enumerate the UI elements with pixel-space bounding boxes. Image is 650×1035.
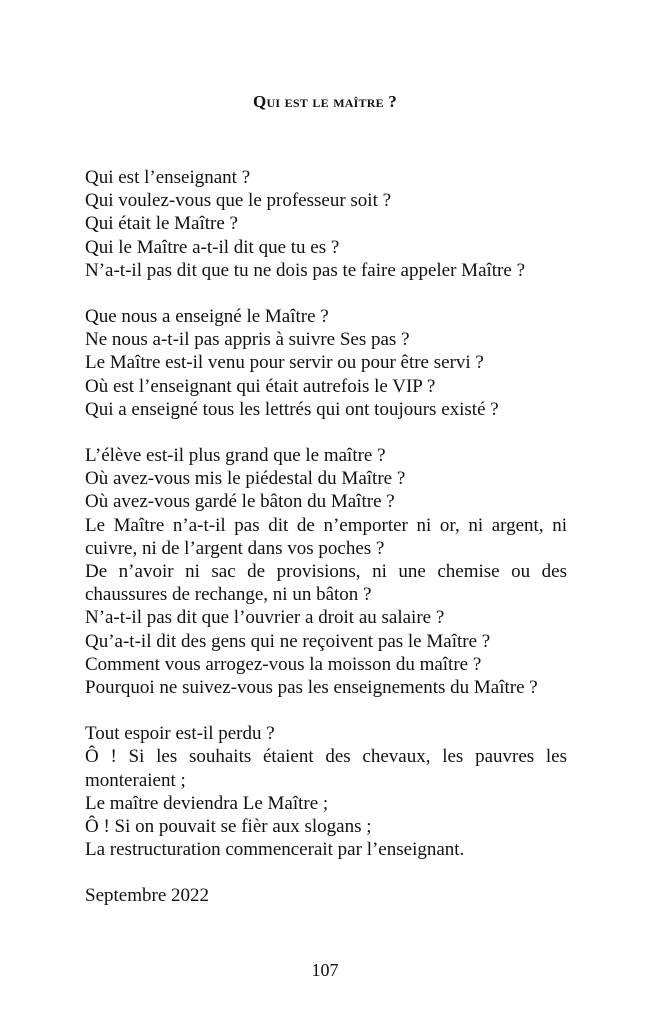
poem-line: Que nous a enseigné le Maître ? bbox=[85, 306, 329, 328]
poem-line: Qui le Maître a-t-il dit que tu es ? bbox=[85, 236, 340, 258]
poem-line: Le maître deviendra Le Maître ; bbox=[85, 792, 329, 814]
poem-line: Où avez-vous mis le piédestal du Maître ? bbox=[85, 468, 406, 490]
poem-line: Qui a enseigné tous les lettrés qui ont toujours existé ? bbox=[85, 398, 499, 420]
poem-line: Le Maître n’a-t-il pas dit de n’emporter ni or, ni argent, ni cuivre, ni de l’argent dans vos poches ? bbox=[85, 514, 567, 559]
stanza-1 bbox=[85, 166, 567, 282]
page-number: 107 bbox=[311, 960, 339, 980]
poem-line: Le Maître est-il venu pour servir ou pour être servi ? bbox=[85, 352, 484, 374]
poem-line: Pourquoi ne suivez-vous pas les enseignements du Maître ? bbox=[85, 677, 538, 699]
stanza-4 bbox=[85, 722, 567, 861]
poem-line: Qui est l’enseignant ? bbox=[85, 167, 251, 188]
poem-line: La restructuration commencerait par l’enseignant. bbox=[85, 839, 465, 861]
poem-line: Qui était le Maître ? bbox=[85, 213, 238, 235]
stanza-3 bbox=[85, 444, 567, 699]
poem-line: Qu’a-t-il dit des gens qui ne reçoivent pas le Maître ? bbox=[85, 630, 491, 652]
poem-line: Où avez-vous gardé le bâton du Maître ? bbox=[85, 491, 395, 513]
poem-line: Ô ! Si on pouvait se fièr aux slogans ; bbox=[85, 816, 372, 838]
stanza-2 bbox=[85, 305, 567, 421]
poem-line: N’a-t-il pas dit que l’ouvrier a droit au salaire ? bbox=[85, 607, 445, 629]
poem-line: Tout espoir est-il perdu ? bbox=[85, 723, 275, 745]
poem-date: Septembre 2022 bbox=[85, 885, 210, 907]
poem-line: De n’avoir ni sac de provisions, ni une chemise ou des chaussures de rechange, ni un bâton ? bbox=[85, 561, 567, 606]
poem-line: Qui voulez-vous que le professeur soit ? bbox=[85, 190, 392, 212]
poem-line: Comment vous arrogez-vous la moisson du maître ? bbox=[85, 653, 482, 675]
poem-line: L’élève est-il plus grand que le maître ? bbox=[85, 445, 386, 467]
poem-body bbox=[85, 166, 567, 907]
poem-line: Ne nous a-t-il pas appris à suivre Ses pas ? bbox=[85, 329, 410, 351]
poem-title: Qui est le maître ? bbox=[253, 92, 397, 111]
poem-line: Où est l’enseignant qui était autrefois le VIP ? bbox=[85, 375, 436, 397]
poem-line: Ô ! Si les souhaits étaient des chevaux, les pauvres les monteraient ; bbox=[85, 746, 567, 791]
poem-line: N’a-t-il pas dit que tu ne dois pas te faire appeler Maître ? bbox=[85, 259, 525, 281]
